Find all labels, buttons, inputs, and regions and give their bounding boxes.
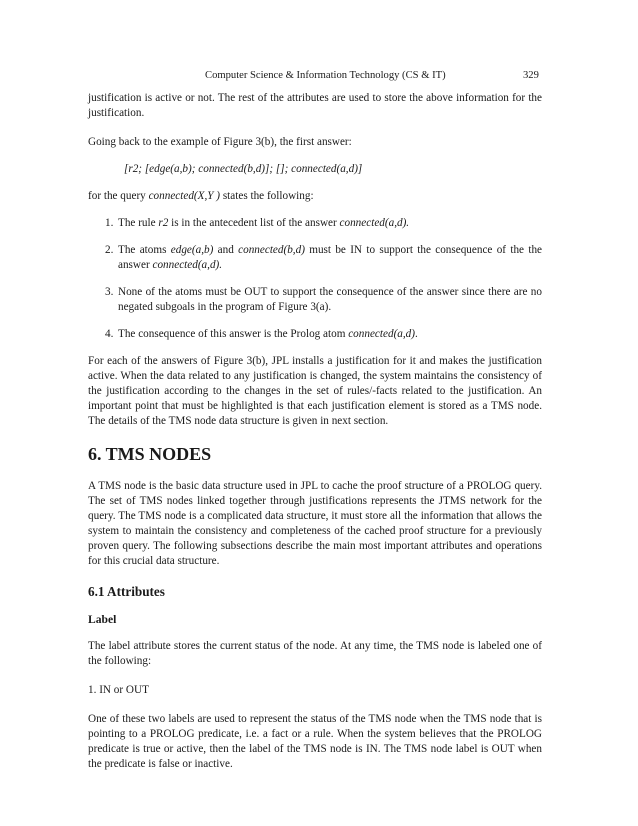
list-number: 2. bbox=[105, 244, 114, 256]
label-heading: Label bbox=[88, 613, 117, 626]
journal-title: Computer Science & Information Technology (CS & IT) bbox=[205, 70, 446, 81]
tms-paragraph: A TMS node is the basic data structure used in JPL to cache the proof structure of a PROLOG query. The set of TMS nodes linked together through justifications represents the JTMS network for the query. The TMS node is a complicated data structure, it must store all the information that allows the system to maintain the consistency and completeness of the cached proof structure for a previously proven query. The following subsections describe the main most important attributes and operations for this crucial data structure. bbox=[88, 480, 542, 567]
running-header bbox=[0, 68, 638, 84]
in-or-out-line: 1. IN or OUT bbox=[88, 684, 149, 696]
subsection-heading: 6.1 Attributes bbox=[88, 584, 165, 599]
label-paragraph: The label attribute stores the current status of the node. At any time, the TMS node is labeled one of the following: bbox=[88, 640, 542, 667]
query-text-post: states the following: bbox=[220, 190, 314, 202]
answer-expression: [r2; [edge(a,b); connected(b,d)]; []; connected(a,d)] bbox=[124, 163, 363, 175]
list-item: 3. None of the atoms must be OUT to support the consequence of the answer since there are no negated subgoals in the program of Figure 3(a). bbox=[105, 286, 542, 313]
list-item: 2. The atoms edge(a,b) and connected(b,d) must be IN to support the consequence of the the answer connected(a,d). bbox=[105, 244, 543, 271]
going-back-paragraph: Going back to the example of Figure 3(b), the first answer: bbox=[88, 136, 352, 148]
section-heading: 6. TMS NODES bbox=[88, 444, 212, 464]
for-each-paragraph: For each of the answers of Figure 3(b), JPL installs a justification for it and makes the justification active. When the data related to any justification is changed, the system maintains the consistency of the justification according to the changes in the set of rules/-facts related to the justification. An important point that must be highlighted is that each justification element is stored as a TMS node. The details of the TMS node data structure is given in next section. bbox=[88, 355, 542, 427]
query-text-pre: for the query bbox=[88, 190, 149, 202]
list-number: 1. bbox=[105, 217, 114, 229]
one-of-paragraph: One of these two labels are used to represent the status of the TMS node when the TMS node that is pointing to a PROLOG predicate, i.e. a fact or a rule. When the system believes that the PROLOG predicate is true or active, then the label of the TMS node is IN. The TMS node label is OUT when the predicate is false or inactive. bbox=[88, 713, 542, 770]
list-item: 4. The consequence of this answer is the Prolog atom connected(a,d). bbox=[105, 328, 418, 340]
query-expression: connected(X,Y ) bbox=[148, 190, 221, 202]
page-body bbox=[88, 91, 542, 772]
statement-list bbox=[88, 216, 542, 342]
list-item: 1. The rule r2 is in the antecedent list of the answer connected(a,d). bbox=[105, 217, 410, 229]
list-number: 3. bbox=[105, 286, 114, 298]
intro-paragraph: justification is active or not. The rest of the attributes are used to store the above information for the justification. bbox=[88, 92, 542, 119]
query-paragraph bbox=[88, 189, 542, 204]
list-number: 4. bbox=[105, 328, 114, 340]
page-number: 329 bbox=[523, 70, 539, 81]
